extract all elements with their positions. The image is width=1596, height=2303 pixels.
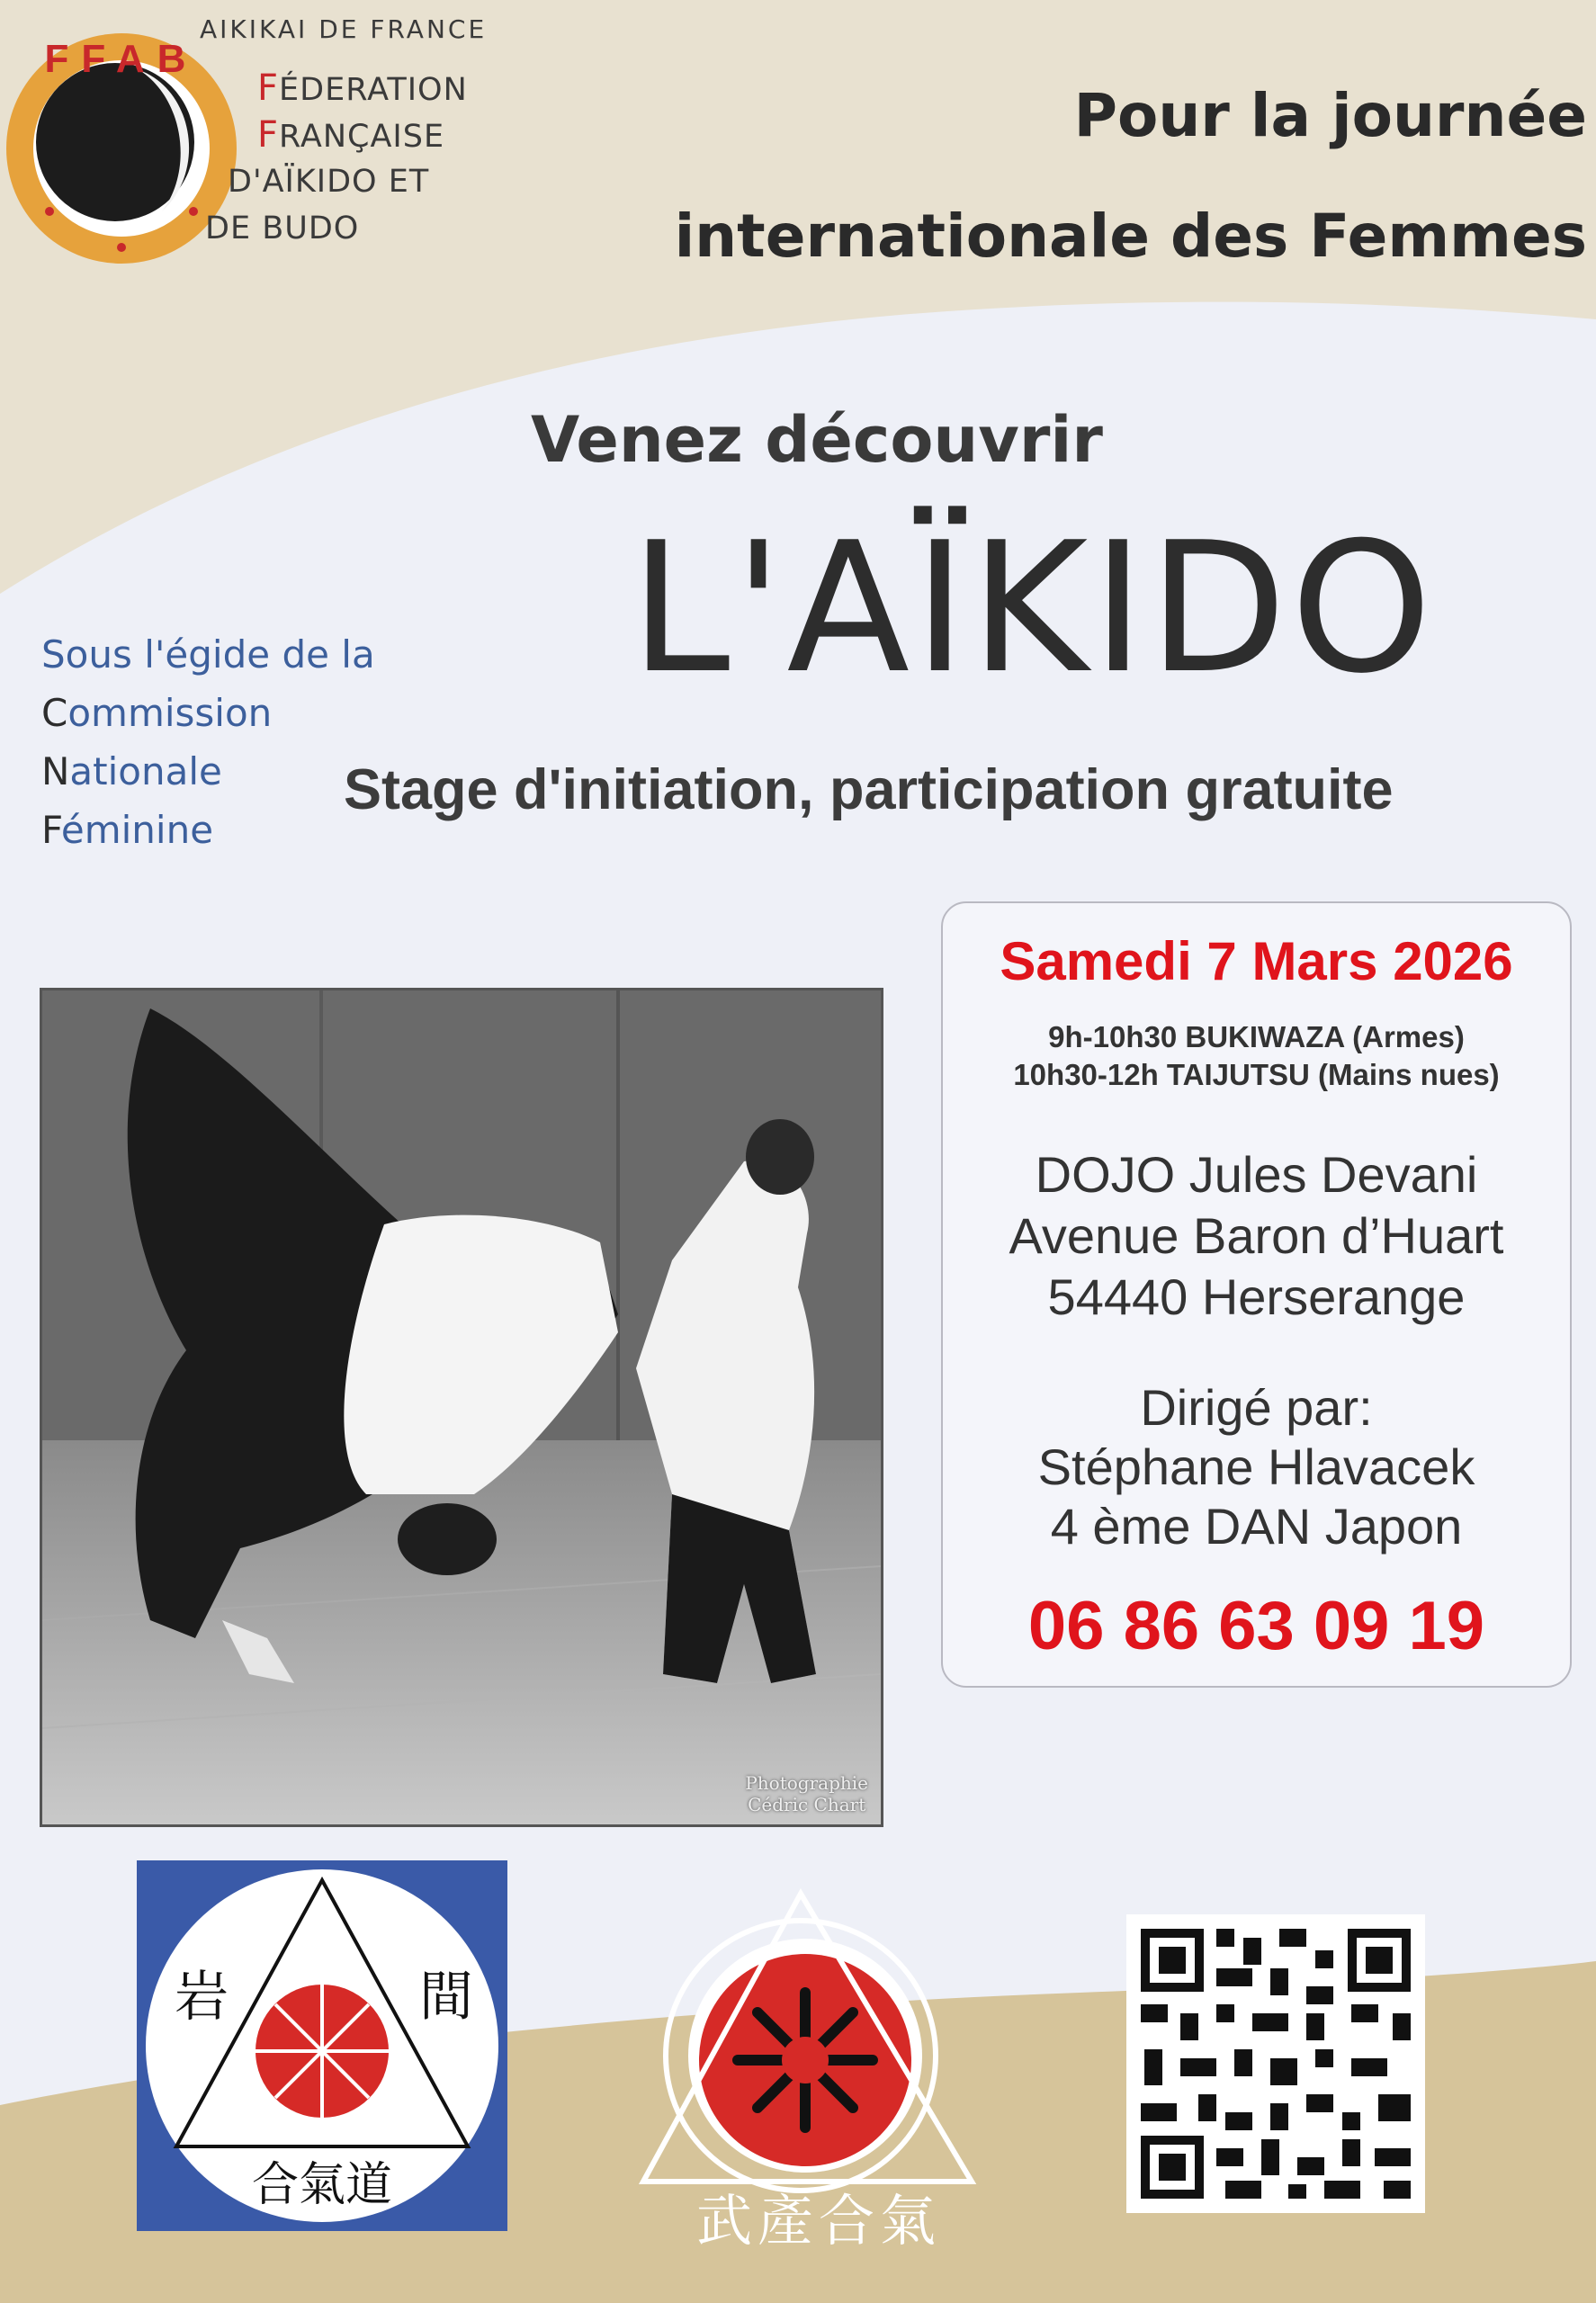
takemusu-logo [630, 1876, 1008, 2254]
aikido-photo [40, 988, 883, 1827]
egide-line-1: Sous l'égide de la [41, 632, 375, 677]
federation-name-line-4: DE BUDO [205, 211, 360, 246]
intro-text: Venez découvrir [531, 403, 1103, 477]
egide-nationale: Nationale [41, 749, 222, 793]
ffab-ring-label: FFAB [44, 37, 199, 81]
venue-line-3: 54440 Herserange [1047, 1268, 1466, 1325]
iwama-kanji-right: 間 [419, 1966, 473, 2029]
instructor-line-2: Stéphane Hlavacek [1037, 1438, 1475, 1495]
instructor-line-1: Dirigé par: [1140, 1379, 1373, 1436]
schedule-line-1: 9h-10h30 BUKIWAZA (Armes) [1048, 1020, 1465, 1053]
header-line-1: Pour la journée [1073, 81, 1587, 150]
iwama-kanji-left: 岩 [175, 1966, 229, 2029]
iwama-logo [137, 1860, 507, 2231]
header-line-2: internationale des Femmes [674, 202, 1587, 271]
qr-code[interactable] [1126, 1914, 1425, 2213]
aikikai-label: AIKIKAI DE FRANCE [200, 14, 488, 44]
venue-line-2: Avenue Baron d’Huart [1009, 1207, 1504, 1264]
main-title: L'AÏKIDO [630, 504, 1436, 713]
venue-line-1: DOJO Jules Devani [1035, 1146, 1478, 1203]
subtitle: Stage d'initiation, participation gratuite [344, 758, 1394, 821]
federation-name-line-1: FÉDERATION [257, 67, 468, 109]
event-date: Samedi 7 Mars 2026 [1000, 931, 1513, 991]
header-title [552, 56, 1587, 297]
federation-name-line-3: D'AÏKIDO ET [228, 164, 430, 200]
egide-feminine: Féminine [41, 808, 214, 852]
event-info-box [941, 901, 1572, 1688]
takemusu-kanji: 武產合氣 [695, 2188, 942, 2254]
event-schedule [943, 1018, 1570, 1094]
federation-name-line-2: FRANÇAISE [257, 114, 445, 156]
event-venue [943, 1144, 1570, 1328]
iwama-kanji-bottom: 合氣道 [251, 2158, 393, 2212]
egide-block [41, 625, 375, 859]
egide-commission: Commission [41, 691, 273, 735]
photo-credit: Photographie Cédric Chart [745, 1772, 868, 1815]
event-phone: 06 86 63 09 19 [1027, 1588, 1485, 1664]
schedule-line-2: 10h30-12h TAIJUTSU (Mains nues) [1013, 1058, 1500, 1091]
event-instructor [943, 1378, 1570, 1556]
instructor-line-3: 4 ème DAN Japon [1050, 1498, 1463, 1555]
